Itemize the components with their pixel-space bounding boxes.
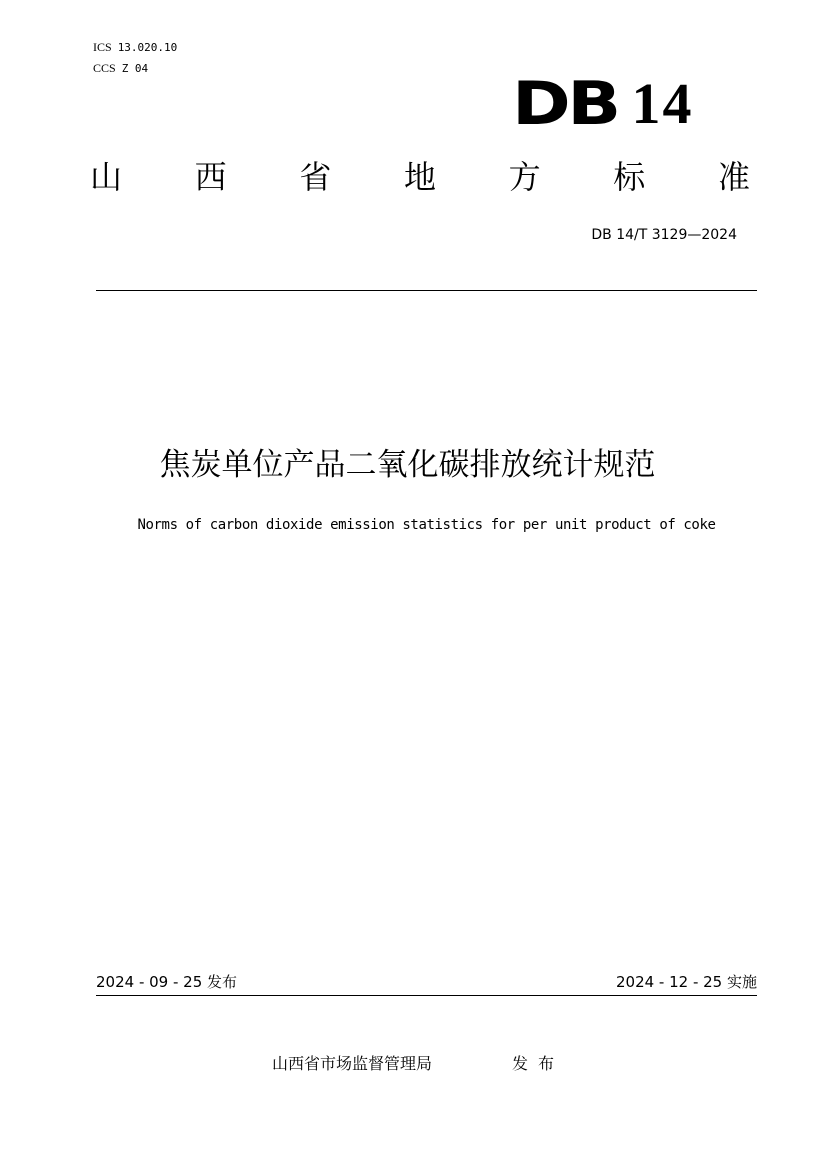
publisher-name: 山西省市场监督管理局	[272, 1054, 433, 1073]
ccs-value: Z 04	[121, 62, 149, 75]
standard-type-char: 地	[403, 158, 436, 196]
ics-code	[93, 40, 177, 55]
standard-number: DB 14/T 3129—2024	[591, 227, 737, 243]
ccs-code	[93, 61, 148, 76]
ics-value: 13.020.10	[117, 41, 178, 54]
standard-type-char: 标	[613, 158, 646, 196]
ccs-label: CCS	[93, 61, 116, 75]
document-title-chinese: 焦炭单位产品二氧化碳排放统计规范	[159, 447, 656, 483]
standard-type-char: 方	[508, 158, 541, 196]
publish-date: 2024 - 09 - 25 发布	[96, 973, 238, 991]
standard-type-char: 省	[299, 158, 332, 196]
db-logo	[512, 69, 694, 139]
db-logo-number: 14	[631, 71, 694, 136]
document-title-english: Norms of carbon dioxide emission statistics for per unit product of coke	[137, 517, 716, 533]
bottom-divider	[96, 995, 757, 996]
effective-date: 2024 - 12 - 25 实施	[615, 973, 757, 991]
publisher-action: 发布	[512, 1054, 565, 1073]
ics-label: ICS	[93, 40, 112, 54]
standard-type-char: 准	[717, 158, 750, 196]
top-divider	[96, 290, 757, 291]
standard-type-char: 西	[194, 158, 227, 196]
standard-type-title	[90, 155, 750, 199]
standard-type-char: 山	[90, 158, 123, 196]
db-logo-letters: DB	[512, 69, 618, 139]
